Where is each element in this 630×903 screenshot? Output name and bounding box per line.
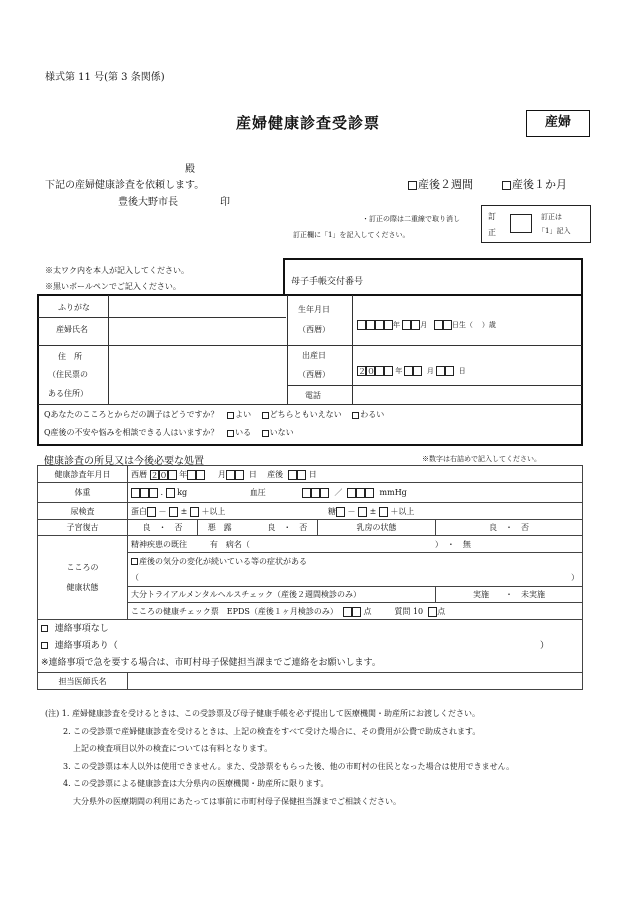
checkbox[interactable] <box>352 412 359 419</box>
digit-box[interactable] <box>187 470 196 480</box>
name-label: 産婦氏名 <box>56 325 88 334</box>
weight-label: 体重 <box>38 483 128 503</box>
furigana-label: ふりがな <box>58 303 90 312</box>
table-row <box>38 466 583 483</box>
unit-label: 日生（ <box>451 321 473 329</box>
delivery-date-field[interactable] <box>357 366 466 376</box>
digit-box[interactable] <box>336 507 345 517</box>
correction-note-1: ・訂正の際は二重線で取り消し <box>362 215 460 223</box>
oita-check-value[interactable]: 実施 ・ 未実施 <box>436 587 583 603</box>
digit-box[interactable] <box>357 320 366 330</box>
digit-box[interactable]: ０ <box>159 470 168 480</box>
digit-box[interactable] <box>190 507 199 517</box>
unit-label: 点 <box>437 606 446 616</box>
delivery-era-label: （西暦） <box>298 370 330 379</box>
delivery-date-label: 出産日 <box>302 351 326 360</box>
correction-label: 正 <box>488 228 496 237</box>
digit-box[interactable] <box>347 488 356 498</box>
option-label: 産後１か月 <box>512 178 567 191</box>
checkbox[interactable] <box>227 412 234 419</box>
option-label: いる <box>235 428 252 437</box>
urine-label: 尿検査 <box>38 503 128 520</box>
doctor-input[interactable] <box>128 673 583 690</box>
q1-option-neutral[interactable] <box>262 410 342 419</box>
correction-instruction: 訂正は <box>541 213 562 221</box>
section-note: ※数字は右詰めで記入してください。 <box>422 455 541 463</box>
unit-label: mmHg <box>379 488 407 497</box>
digit-box[interactable] <box>320 488 329 498</box>
checkbox[interactable] <box>262 412 269 419</box>
table-row <box>38 620 583 673</box>
option-label: いない <box>269 428 294 437</box>
address-label-3: ある住所） <box>48 389 88 398</box>
correction-box <box>481 205 591 243</box>
digit-box[interactable]: ０ <box>367 367 375 376</box>
form-number: 様式第 11 号(第 3 条関係) <box>45 72 165 83</box>
digit-box[interactable] <box>411 320 420 330</box>
digit-box[interactable] <box>352 607 361 617</box>
correction-instruction: 「1」記入 <box>538 227 571 235</box>
digit-box[interactable] <box>226 470 235 480</box>
digit-box[interactable] <box>436 366 445 376</box>
unit-label: ± <box>180 506 188 516</box>
label-line: こころの <box>66 563 99 572</box>
digit-box[interactable] <box>149 488 158 498</box>
unit-label: ）歳 <box>481 321 496 329</box>
digit-box[interactable] <box>375 366 384 376</box>
digit-box[interactable] <box>366 320 375 330</box>
furigana-input[interactable] <box>110 297 285 316</box>
unit-label: 月 <box>217 469 226 479</box>
digit-box[interactable] <box>365 488 374 498</box>
postpartum-2w-option[interactable] <box>408 176 473 192</box>
dob-field[interactable] <box>357 320 496 330</box>
checkbox[interactable] <box>41 642 48 649</box>
option-label: よい <box>235 410 252 419</box>
instruction-2: ※黒いボールペンでご記入ください。 <box>45 282 181 291</box>
exam-date-field[interactable] <box>128 466 583 483</box>
unit-label: 日 <box>458 367 466 375</box>
seal-mark: 印 <box>220 197 230 208</box>
checkbox[interactable] <box>408 181 417 190</box>
note-line: 3. この受診票は本人以外は使用できません。また、受診票をもらった後、他の市町村の住民となった場合は使用できません。 <box>63 761 515 771</box>
digit-box[interactable] <box>404 366 413 376</box>
phone-input[interactable] <box>354 387 581 403</box>
digit-box[interactable] <box>302 488 311 498</box>
digit-box[interactable] <box>402 320 411 330</box>
doctor-label: 担当医師氏名 <box>38 673 128 690</box>
dob-label: 生年月日 <box>298 305 330 314</box>
digit-box[interactable] <box>297 470 306 480</box>
correction-label: 訂 <box>488 212 496 221</box>
paren: ） <box>539 640 549 651</box>
note-line: 上記の検査項目以外の検査については有料となります。 <box>73 744 273 753</box>
label: 質問 10 <box>394 606 424 616</box>
mood-field[interactable] <box>128 553 583 587</box>
note-line: (注) 1. 産婦健康診査を受けるときは、この受診票及び母子健康手帳を必ず提出して医療機関・助産所にお渡しください。 <box>45 709 480 718</box>
digit-box[interactable] <box>445 366 454 376</box>
unit-label: － <box>158 506 167 516</box>
digit-box[interactable]: ２ <box>150 470 159 480</box>
label: 連絡事項なし <box>54 623 109 634</box>
sugar-label: 糖 <box>327 506 336 516</box>
unit-label: － <box>347 506 356 516</box>
q1-option-good[interactable] <box>227 410 251 419</box>
unit-label: kg <box>177 488 188 497</box>
checkbox[interactable] <box>41 625 48 632</box>
table-row <box>38 503 583 520</box>
note-line: 大分県外の医療期間の利用にあたっては事前に市町村母子保健担当課までご相談ください。 <box>73 796 401 806</box>
mch-number-box[interactable] <box>283 258 583 296</box>
address-label-1: 住 所 <box>58 352 82 361</box>
unit-label: 産後 <box>267 469 284 479</box>
digit-box[interactable] <box>434 320 443 330</box>
uterus-label: 子宮復古 <box>38 520 128 536</box>
table-row <box>38 536 583 553</box>
digit-box[interactable] <box>166 488 175 498</box>
label: 精神疾患の既往 <box>131 539 187 549</box>
unit-label: 月 <box>426 367 434 375</box>
unit-label: ＋以上 <box>390 506 415 516</box>
unit-label: 日 <box>308 469 317 479</box>
unit-label: 日 <box>248 469 257 479</box>
dob-era-label: （西暦） <box>298 325 330 334</box>
question-text: Q産後の不安や悩みを相談できる人はいますか？ <box>44 428 219 437</box>
name-input[interactable] <box>110 319 285 344</box>
contact-field[interactable] <box>38 620 583 673</box>
mind-health-label <box>38 536 128 620</box>
unit-label: 年 <box>393 321 400 329</box>
option-label: どちらともいえない <box>269 410 342 419</box>
lochia-label: 悪 露 <box>207 523 232 532</box>
unit-label: 西暦 <box>131 469 147 479</box>
checkbox[interactable] <box>502 181 511 190</box>
section-title: 健康診査の所見又は今後必要な処置 <box>44 456 204 467</box>
protein-label: 蛋白 <box>131 506 147 516</box>
option-label: 産後２週間 <box>418 178 473 191</box>
lochia-pair <box>198 520 318 536</box>
lochia-value[interactable]: 良 ・ 否 <box>267 523 308 532</box>
digit-box[interactable] <box>428 607 437 617</box>
breast-label: 乳房の状態 <box>318 520 436 536</box>
digit-box[interactable] <box>413 366 422 376</box>
note-line: 2. この受診票で産婦健康診査を受けるときは、上記の検査をすべて受けた場合に、その費用が公費で助成されます。 <box>63 726 481 736</box>
postpartum-1m-option[interactable] <box>502 176 567 192</box>
question-2 <box>44 427 294 438</box>
page-title: 産婦健康診査受診票 <box>236 114 381 132</box>
digit-box[interactable] <box>384 320 393 330</box>
notes <box>45 705 514 810</box>
question-1 <box>44 409 384 420</box>
label: 有 病名（ <box>209 539 250 549</box>
label: こころの健康チェック票 EPDS（産後１ヶ月検診のみ） <box>131 606 338 616</box>
unit-label: ＋以上 <box>201 506 226 516</box>
table-row <box>38 673 583 690</box>
digit-box[interactable] <box>343 607 352 617</box>
digit-box[interactable] <box>443 320 452 330</box>
mch-label: 母子手帳交付番号 <box>291 277 364 287</box>
digit-box[interactable] <box>375 320 384 330</box>
bp-label: 血圧 <box>249 488 266 497</box>
label-line: 健康状態 <box>66 583 99 592</box>
label: 産後の気分の変化が続いている等の症状がある <box>139 556 307 566</box>
phone-label: 電話 <box>305 391 321 400</box>
label: 連絡事項あり（ <box>54 640 118 651</box>
digit-box[interactable] <box>140 488 149 498</box>
instruction-1: ※太ワク内を本人が記入してください。 <box>45 266 189 275</box>
label: ） ・ 無 <box>434 539 471 549</box>
request-text: 下記の産婦健康診査を依頼します。 <box>45 180 205 191</box>
table-row <box>38 520 583 536</box>
digit-box[interactable] <box>131 488 140 498</box>
unit-label: 年 <box>179 469 188 479</box>
digit-box[interactable] <box>311 488 320 498</box>
checkbox[interactable] <box>131 558 138 565</box>
digit-box[interactable] <box>196 470 205 480</box>
unit-label: 点 <box>363 606 372 616</box>
digit-box[interactable] <box>169 507 178 517</box>
q2-option-no[interactable] <box>262 428 294 437</box>
digit-box[interactable] <box>235 470 244 480</box>
digit-box[interactable] <box>147 507 156 517</box>
address-input[interactable] <box>110 347 285 403</box>
question-text: Qあなたのこころとからだの調子はどうですか？ <box>44 410 219 419</box>
table-row <box>38 483 583 503</box>
paren: ） <box>571 572 579 582</box>
digit-box[interactable] <box>384 366 393 376</box>
checkbox[interactable] <box>227 430 234 437</box>
weight-bp-field[interactable]: . kg 血圧 ／ mmHg <box>128 483 583 503</box>
correction-note-2: 訂正欄に「1」を記入してください。 <box>293 231 410 239</box>
digit-box[interactable] <box>356 488 365 498</box>
exam-table <box>37 465 583 690</box>
addressee-suffix: 殿 <box>185 164 195 175</box>
form-type-badge: 産婦 <box>526 110 590 137</box>
q1-option-bad[interactable] <box>352 410 384 419</box>
digit-box[interactable]: ２ <box>358 367 366 376</box>
correction-input[interactable] <box>510 214 532 233</box>
digit-box[interactable] <box>379 507 388 517</box>
note-line: 4. この受診票による健康診査は大分県内の医療機関・助産所に限ります。 <box>63 779 329 788</box>
mayor-title: 豊後大野市長 <box>118 197 178 208</box>
digit-box[interactable] <box>288 470 297 480</box>
oita-check-label: 大分トライアルメンタルヘルスチェック（産後２週間検診のみ） <box>128 587 436 603</box>
digit-box[interactable] <box>358 507 367 517</box>
paren: （ <box>131 572 139 582</box>
unit-label: 年 <box>395 367 403 375</box>
urgent-note: ※連絡事項で急を要する場合は、市町村母子保健担当課までご連絡をお願いします。 <box>41 657 381 668</box>
unit-label: ± <box>369 506 377 516</box>
urine-field[interactable] <box>128 503 583 520</box>
epds-field[interactable] <box>128 603 583 620</box>
unit-label: 月 <box>420 321 428 329</box>
address-label-2: （住民票の <box>48 370 88 379</box>
checkbox[interactable] <box>262 430 269 437</box>
option-label: わるい <box>360 410 385 419</box>
breast-value[interactable]: 良 ・ 否 <box>436 520 583 536</box>
exam-date-label: 健康診査年月日 <box>38 466 128 483</box>
digit-box[interactable] <box>168 470 177 480</box>
uterus-value[interactable]: 良 ・ 否 <box>128 520 198 536</box>
mental-history-field[interactable] <box>128 536 583 553</box>
q2-option-yes[interactable] <box>227 428 251 437</box>
